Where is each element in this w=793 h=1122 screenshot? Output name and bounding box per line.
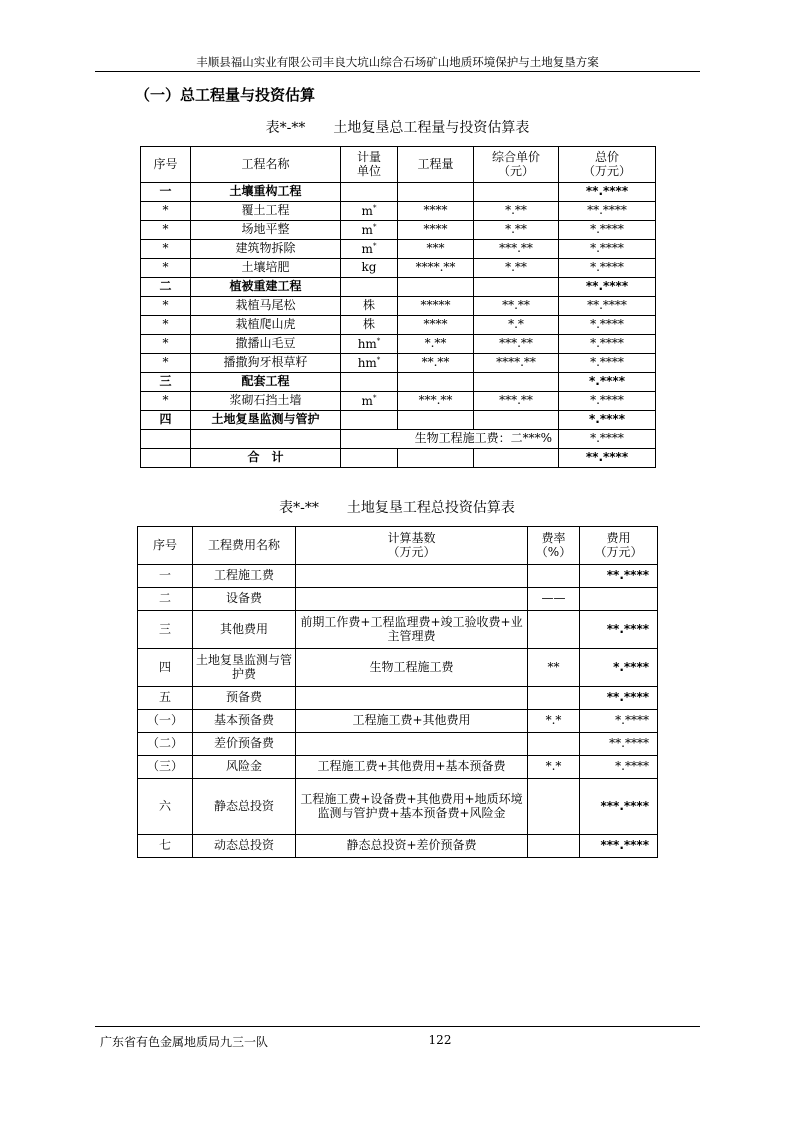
table-cell: *.*	[528, 756, 580, 779]
table-cell: *	[141, 335, 191, 354]
table-cell	[398, 373, 474, 392]
table-cell: *.**	[474, 202, 559, 221]
table-row	[141, 373, 656, 392]
table-cell: *.****	[559, 411, 656, 430]
engineering-quantity-table	[140, 146, 656, 468]
table-cell: *	[141, 240, 191, 259]
table-cell	[528, 779, 580, 835]
table-cell: （一）	[138, 710, 193, 733]
table-cell: ****	[398, 221, 474, 240]
table-cell	[528, 835, 580, 858]
table-row	[141, 240, 656, 259]
table-cell: *.****	[559, 354, 656, 373]
table-cell	[528, 733, 580, 756]
table-cell: *	[141, 221, 191, 240]
table-cell: 前期工作费+工程监理费+竣工验收费+业主管理费	[296, 611, 528, 649]
table-cell: *.*	[528, 710, 580, 733]
header-cell: 工程量	[398, 147, 474, 183]
section-title: （一）总工程量与投资估算	[135, 86, 316, 104]
table-cell: *****	[398, 297, 474, 316]
table-cell: ***.****	[580, 835, 658, 858]
table-cell: 五	[138, 687, 193, 710]
table-cell: **.****	[559, 202, 656, 221]
table-cell	[341, 411, 398, 430]
header-cell: 计量 单位	[341, 147, 398, 183]
table-cell: 一	[138, 565, 193, 588]
table-cell: 七	[138, 835, 193, 858]
table-cell: *	[141, 354, 191, 373]
page-number: 122	[428, 1033, 452, 1047]
table-cell: 工程施工费+其他费用+基本预备费	[296, 756, 528, 779]
table-cell: 株	[341, 316, 398, 335]
table-cell: 土地复垦监测与管护费	[193, 649, 296, 687]
table-cell: ****	[398, 316, 474, 335]
table-cell: 预备费	[193, 687, 296, 710]
table-row	[141, 411, 656, 430]
table-row	[138, 756, 658, 779]
table-cell: *.****	[559, 259, 656, 278]
header-cell: 序号	[138, 527, 193, 565]
table-cell: *.**	[474, 221, 559, 240]
table-cell: 二	[138, 588, 193, 611]
table-cell: ***.****	[580, 779, 658, 835]
table-cell: 栽植马尾松	[191, 297, 341, 316]
table-cell: 其他费用	[193, 611, 296, 649]
table-row	[138, 710, 658, 733]
table-cell: hm*	[341, 335, 398, 354]
table-cell: *.****	[580, 649, 658, 687]
table-cell: ***.**	[474, 392, 559, 411]
table-cell	[474, 411, 559, 430]
table-cell: 土地复垦监测与管护	[191, 411, 341, 430]
table-cell	[296, 687, 528, 710]
table-cell: 场地平整	[191, 221, 341, 240]
table-cell: 土壤培肥	[191, 259, 341, 278]
header-cell: 费率 （%）	[528, 527, 580, 565]
table-row	[141, 278, 656, 297]
table-cell: *.****	[580, 756, 658, 779]
table-cell: *.**	[398, 335, 474, 354]
table-cell: 撒播山毛豆	[191, 335, 341, 354]
total-value: **.****	[559, 449, 656, 468]
table-cell: **.**	[398, 354, 474, 373]
table-cell: 三	[141, 373, 191, 392]
table1-caption: 表*-** 土地复垦总工程量与投资估算表	[265, 120, 530, 136]
table-cell: m*	[341, 240, 398, 259]
table-row	[138, 649, 658, 687]
table-cell: 设备费	[193, 588, 296, 611]
table-row	[141, 392, 656, 411]
table-row	[141, 259, 656, 278]
table-cell	[296, 588, 528, 611]
table-row	[138, 565, 658, 588]
document-header: 丰顺县福山实业有限公司丰良大坑山综合石场矿山地质环境保护与土地复垦方案	[196, 55, 599, 69]
table-row	[141, 183, 656, 202]
table-header-row	[141, 147, 656, 183]
table-cell: *	[141, 202, 191, 221]
table-cell: 动态总投资	[193, 835, 296, 858]
table-cell: *.*	[474, 316, 559, 335]
table2-caption: 表*-** 土地复垦工程总投资估算表	[279, 500, 515, 516]
table-cell: **.****	[580, 687, 658, 710]
header-cell: 序号	[141, 147, 191, 183]
table-cell: 工程施工费+其他费用	[296, 710, 528, 733]
table-cell: ***	[398, 240, 474, 259]
table-cell	[474, 373, 559, 392]
table-cell: 差价预备费	[193, 733, 296, 756]
header-rule	[95, 71, 700, 72]
header-cell: 费用 （万元）	[580, 527, 658, 565]
table-cell: *.****	[559, 221, 656, 240]
table-cell: 四	[138, 649, 193, 687]
table-cell: kg	[341, 259, 398, 278]
table-cell: 栽植爬山虎	[191, 316, 341, 335]
header-cell: 工程名称	[191, 147, 341, 183]
table-row	[141, 202, 656, 221]
table-cell: ***.**	[398, 392, 474, 411]
table-cell: 工程施工费+设备费+其他费用+地质环境监测与管护费+基本预备费+风险金	[296, 779, 528, 835]
table-row	[138, 779, 658, 835]
header-cell: 总价 （万元）	[559, 147, 656, 183]
table-cell: ****	[398, 202, 474, 221]
table-cell	[474, 278, 559, 297]
table-cell: 株	[341, 297, 398, 316]
table-cell: 工程施工费	[193, 565, 296, 588]
table-cell: 一	[141, 183, 191, 202]
table-row	[141, 221, 656, 240]
table-cell: **.****	[580, 611, 658, 649]
bio-fee-row	[141, 430, 656, 449]
table-cell: （二）	[138, 733, 193, 756]
table-cell: **	[528, 649, 580, 687]
table-cell: 生物工程施工费	[296, 649, 528, 687]
table-cell: 覆土工程	[191, 202, 341, 221]
table-cell: *.****	[559, 316, 656, 335]
table-cell: **.**	[474, 297, 559, 316]
table-cell: m*	[341, 202, 398, 221]
table-cell: *.****	[559, 373, 656, 392]
table-cell: 静态总投资	[193, 779, 296, 835]
table-cell	[341, 278, 398, 297]
table-cell: 基本预备费	[193, 710, 296, 733]
table-cell: **.****	[580, 733, 658, 756]
table-cell	[341, 183, 398, 202]
table-cell: **.****	[559, 183, 656, 202]
table-cell: 植被重建工程	[191, 278, 341, 297]
table-row	[141, 335, 656, 354]
table-row	[138, 733, 658, 756]
table-row	[138, 835, 658, 858]
table-cell: *.****	[559, 335, 656, 354]
table-cell: 风险金	[193, 756, 296, 779]
table-cell	[528, 687, 580, 710]
table-row	[138, 611, 658, 649]
total-label: 合 计	[191, 449, 341, 468]
table-cell: 浆砌石挡土墙	[191, 392, 341, 411]
table-cell: 播撒狗牙根草籽	[191, 354, 341, 373]
table-cell: hm*	[341, 354, 398, 373]
table-cell: m*	[341, 392, 398, 411]
table-row	[141, 316, 656, 335]
table-cell: **.****	[559, 297, 656, 316]
table-cell: 六	[138, 779, 193, 835]
table-cell: **.****	[580, 565, 658, 588]
table-cell	[341, 373, 398, 392]
table-cell	[474, 183, 559, 202]
table-cell	[296, 565, 528, 588]
table-row	[141, 354, 656, 373]
table-row	[141, 297, 656, 316]
table-cell	[398, 183, 474, 202]
table-cell: ——	[528, 588, 580, 611]
footer-org: 广东省有色金属地质局九三一队	[100, 1035, 269, 1049]
table-cell: ***.**	[474, 335, 559, 354]
table-cell: 配套工程	[191, 373, 341, 392]
table-cell: ****.**	[398, 259, 474, 278]
table-cell: 四	[141, 411, 191, 430]
table-cell: 建筑物拆除	[191, 240, 341, 259]
table-cell: *.****	[559, 240, 656, 259]
table-cell: *	[141, 316, 191, 335]
table-cell: **.****	[559, 278, 656, 297]
table-cell: *	[141, 259, 191, 278]
bio-fee-value: *.****	[559, 430, 656, 449]
table-cell	[528, 565, 580, 588]
bio-fee-note: 生物工程施工费：二***%	[341, 430, 559, 449]
table-cell	[398, 411, 474, 430]
table-row	[138, 588, 658, 611]
table-cell	[580, 588, 658, 611]
table-cell: 静态总投资+差价预备费	[296, 835, 528, 858]
table-cell: ***.**	[474, 240, 559, 259]
table-cell: 土壤重构工程	[191, 183, 341, 202]
footer-rule	[95, 1026, 700, 1027]
table-cell: *.****	[580, 710, 658, 733]
table-cell	[296, 733, 528, 756]
table-cell: ****.**	[474, 354, 559, 373]
table-row	[138, 687, 658, 710]
investment-estimate-table	[137, 526, 658, 858]
header-cell: 综合单价 （元）	[474, 147, 559, 183]
table-cell	[398, 278, 474, 297]
table-cell: m*	[341, 221, 398, 240]
table-cell: 三	[138, 611, 193, 649]
header-cell: 工程费用名称	[193, 527, 296, 565]
table-cell: （三）	[138, 756, 193, 779]
total-row	[141, 449, 656, 468]
table-cell: *.**	[474, 259, 559, 278]
table-cell: 二	[141, 278, 191, 297]
table-cell: *	[141, 392, 191, 411]
table-cell: *	[141, 297, 191, 316]
table-cell: *.****	[559, 392, 656, 411]
table-cell	[528, 611, 580, 649]
header-cell: 计算基数 （万元）	[296, 527, 528, 565]
table-header-row	[138, 527, 658, 565]
